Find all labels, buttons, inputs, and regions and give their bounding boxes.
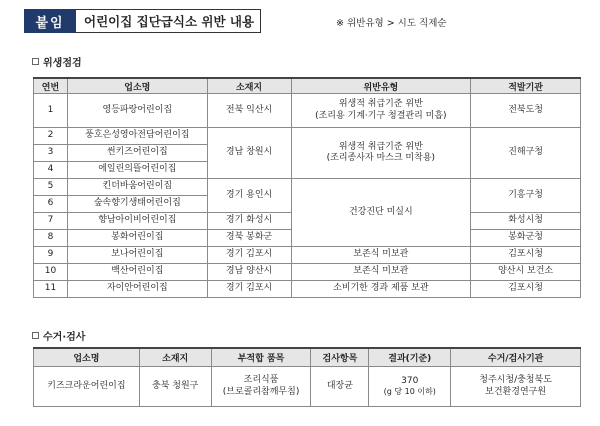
violation-type: 위생적 취급기준 위반 (조리용 기계·기구 청결관리 미흡) (291, 94, 471, 128)
attachment-tag: 붙임 (24, 9, 76, 33)
column-header: 연번 (34, 78, 68, 94)
facility-name: 영등파랑어린이집 (67, 94, 207, 128)
facility-name: 자이안어린이집 (67, 281, 207, 298)
test-result: 370 (g 당 10 이하) (369, 367, 451, 407)
row-number: 4 (34, 162, 68, 179)
table-header-row (34, 348, 581, 367)
facility-name: 숲속향기생태어린이집 (67, 196, 207, 213)
column-header: 업소명 (34, 348, 140, 367)
violation-type: 위생적 취급기준 위반 (조리종사자 마스크 미착용) (291, 128, 471, 179)
row-number: 1 (34, 94, 68, 128)
column-header: 소재지 (207, 78, 291, 94)
facility-name: 풍호은성영아전담어린이집 (67, 128, 207, 145)
location: 경기 김포시 (207, 281, 291, 298)
row-number: 8 (34, 230, 68, 247)
row-number: 2 (34, 128, 68, 145)
facility-name: 보나어린이집 (67, 247, 207, 264)
section-hygiene-heading (32, 54, 82, 69)
column-header: 위반유형 (291, 78, 471, 94)
section-collection-heading (32, 328, 85, 343)
table-row (34, 367, 581, 407)
facility-name: 백산어린이집 (67, 264, 207, 281)
table-row (34, 281, 581, 298)
location: 전북 익산시 (207, 94, 291, 128)
table-row (34, 179, 581, 196)
location: 경기 용인시 (207, 179, 291, 213)
row-number: 3 (34, 145, 68, 162)
sort-note: ※ 위반유형 > 시도 직제순 (336, 18, 447, 29)
facility-name: 에일린의뜰어린이집 (67, 162, 207, 179)
test-item: 대장균 (311, 367, 369, 407)
agency: 양산시 보건소 (471, 264, 581, 281)
agency: 전북도청 (471, 94, 581, 128)
facility-name: 키즈크라운어린이집 (34, 367, 140, 407)
location: 충북 청원구 (139, 367, 211, 407)
table-row (34, 247, 581, 264)
collection-agency: 청주시청/충청북도 보건환경연구원 (451, 367, 581, 407)
violation-type: 건강진단 미실시 (291, 179, 471, 247)
table-row (34, 264, 581, 281)
row-number: 5 (34, 179, 68, 196)
hygiene-inspection-table (33, 77, 581, 298)
location: 경기 화성시 (207, 213, 291, 230)
agency: 진해구청 (471, 128, 581, 179)
facility-name: 향남아이비어린이집 (67, 213, 207, 230)
row-number: 9 (34, 247, 68, 264)
table-row (34, 128, 581, 145)
violation-type: 보존식 미보관 (291, 247, 471, 264)
section-title: 위생점검 (43, 58, 82, 69)
checkbox-square-icon (32, 58, 39, 65)
violation-type: 소비기한 경과 제품 보관 (291, 281, 471, 298)
row-number: 6 (34, 196, 68, 213)
agency: 기흥구청 (471, 179, 581, 213)
facility-name: 썬키즈어린이집 (67, 145, 207, 162)
agency: 봉화군청 (471, 230, 581, 247)
location: 경기 김포시 (207, 247, 291, 264)
location: 경북 봉화군 (207, 230, 291, 247)
header-bar (24, 9, 261, 33)
facility-name: 킨더바움어린이집 (67, 179, 207, 196)
section-title: 수거·검사 (43, 332, 86, 343)
column-header: 소재지 (139, 348, 211, 367)
facility-name: 봉화어린이집 (67, 230, 207, 247)
nonconforming-item: 조리식품 (브로콜리참깨무침) (211, 367, 311, 407)
row-number: 11 (34, 281, 68, 298)
location: 경남 양산시 (207, 264, 291, 281)
row-number: 10 (34, 264, 68, 281)
agency: 김포시청 (471, 247, 581, 264)
column-header: 결과(기준) (369, 348, 451, 367)
column-header: 검사항목 (311, 348, 369, 367)
collection-test-table (33, 347, 581, 407)
document-title: 어린이집 집단급식소 위반 내용 (76, 9, 261, 33)
row-number: 7 (34, 213, 68, 230)
location: 경남 창원시 (207, 128, 291, 179)
column-header: 업소명 (67, 78, 207, 94)
violation-type: 보존식 미보관 (291, 264, 471, 281)
agency: 화성시청 (471, 213, 581, 230)
table-header-row (34, 78, 581, 94)
column-header: 수거/검사기관 (451, 348, 581, 367)
column-header: 부적합 품목 (211, 348, 311, 367)
checkbox-square-icon (32, 332, 39, 339)
column-header: 적발기관 (471, 78, 581, 94)
table-row (34, 94, 581, 128)
agency: 김포시청 (471, 281, 581, 298)
